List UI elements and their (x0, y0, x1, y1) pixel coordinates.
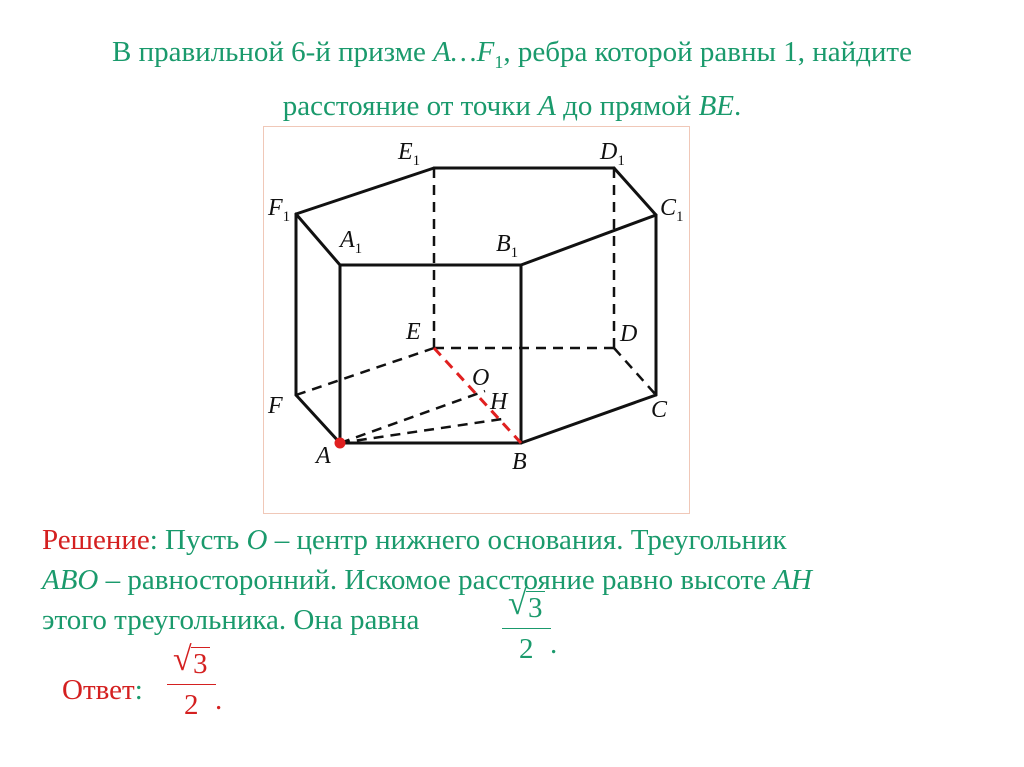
edge-d1-c1 (614, 168, 656, 215)
solution-o: O (246, 524, 268, 556)
solution-text1: Пусть (157, 524, 247, 556)
problem-line1-suffix: , ребра которой равны 1, найдите (503, 36, 912, 68)
problem-line2-suffix: . (734, 89, 742, 122)
answer-frac-numerator: 3 (193, 648, 208, 680)
answer-frac-denominator: 2 (184, 689, 199, 721)
sqrt-symbol: √ (173, 641, 192, 678)
edge-d-c (614, 348, 656, 395)
prism-figure (263, 126, 690, 514)
label-d: D (620, 321, 638, 347)
label-b: B (512, 449, 527, 475)
edge-c1-b1 (521, 215, 656, 265)
prism-subscript: 1 (494, 51, 504, 72)
label-c: C (651, 397, 668, 423)
answer-fraction (163, 641, 216, 725)
solid-edges (296, 168, 656, 443)
solution-frac-denominator: 2 (519, 633, 534, 665)
edge-a1-f1 (296, 214, 340, 265)
label-h: H (490, 389, 508, 415)
label-o: O (472, 365, 490, 391)
point-a-marker (335, 438, 346, 449)
solution-fraction (498, 585, 551, 669)
solution-text4: этого треугольника. Она равна (42, 604, 420, 636)
answer-period: . (215, 684, 223, 716)
label-e1: $E_1$ (398, 139, 421, 169)
solution-frac-numerator: 3 (528, 592, 543, 624)
solution-abo: ABO (42, 564, 99, 596)
label-b1: $B_1$ (496, 231, 519, 261)
segment-a-h (340, 419, 502, 443)
hidden-edges (296, 168, 656, 443)
line-name: BE (698, 89, 735, 122)
solution-ah: AH (773, 564, 812, 596)
edge-b-c (521, 395, 656, 443)
solution-text3: – равносторонний. Искомое расстояние равно высоте (98, 564, 774, 596)
edge-f1-e1 (296, 168, 434, 214)
edge-f-e (296, 348, 434, 395)
label-c1: $C_1$ (660, 195, 684, 225)
solution-label: Решение (42, 524, 150, 556)
label-d1: $D_1$ (600, 139, 625, 169)
answer-label: Ответ: (62, 674, 143, 706)
solution-colon: : (149, 524, 158, 556)
sqrt-symbol: √ (508, 585, 527, 622)
solution-text2: – центр нижнего основания. Треугольник (267, 524, 787, 556)
label-f1: $F_1$ (268, 195, 291, 225)
problem-line1-prefix: В правильной 6-й призме (112, 36, 434, 68)
label-a1: $A_1$ (340, 227, 363, 257)
problem-statement (20, 30, 1004, 128)
label-f: F (268, 393, 283, 419)
problem-line2-mid: до прямой (555, 89, 699, 122)
label-a: A (316, 443, 331, 469)
segment-a-o (340, 391, 485, 443)
edge-f-a (296, 395, 340, 443)
solution-period: . (550, 628, 558, 660)
label-e: E (406, 319, 421, 345)
point-name: A (538, 89, 556, 122)
problem-line2-prefix: расстояние от точки (282, 89, 539, 122)
prism-diagram (264, 127, 691, 515)
prism-name: A…F (433, 36, 495, 68)
segment-b-e-highlight (434, 348, 521, 443)
